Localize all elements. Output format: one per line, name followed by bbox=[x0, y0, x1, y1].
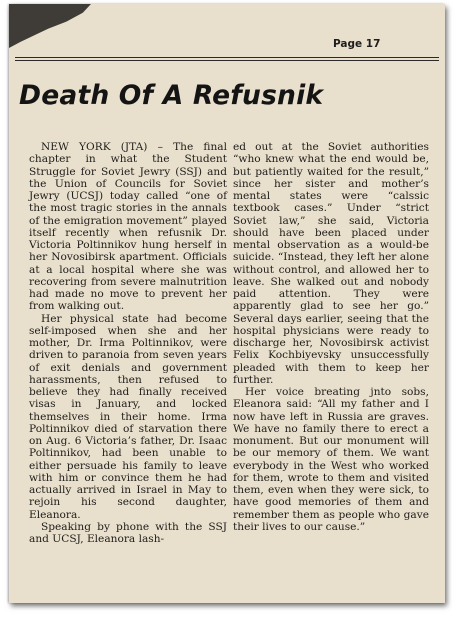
article-column-right bbox=[233, 141, 429, 533]
newspaper-clipping bbox=[9, 4, 445, 603]
paragraph: ed out at the Soviet authorities “who knew what the end would be, but patiently waited for the result,” since her sister and mother’s mental states were “calssic textbook cases.” Under “strict Soviet law,” she said, Victoria should have been placed under mental observation as a would-be suicide. “Instead, they left her alone without control, and allowed her to leave. She walked out and nobody paid attention. They were apparently glad to see her go.” Several days earlier, seeing that the hospital physicians were ready to discharge her, Novosibirsk activist Felix Kochbiyevsky unsuccessfully pleaded with them to keep her further. bbox=[233, 141, 429, 386]
page-number: Page 17 bbox=[333, 38, 381, 50]
article-column-left bbox=[29, 141, 227, 545]
paragraph: Her voice breating jnto sobs, Eleanora said: “All my father and I now have left in Russia are graves. We have no family there to erect a monument. But our monument will be our memory of them. We want everybody in the West who worked for them, wrote to them and visited them, even when they were sick, to have good memories of them and remember them as people who gave their lives to our cause.” bbox=[233, 386, 429, 533]
torn-corner bbox=[9, 4, 91, 48]
article-headline: Death Of A Refusnik bbox=[19, 80, 324, 111]
paragraph: Her physical state had become self-imposed when she and her mother, Dr. Irma Poltinnikov, were driven to paranoia from seven years of exit denials and government harassments, then refused to believe they had finally received visas in January, and locked themselves in their home. Irma Poltinnikov died of starvation there on Aug. 6 Victoria’s father, Dr. Isaac Poltinnikov, had been unable to either persuade his family to leave with him or convince them he had actually arrived in Israel in May to rejoin his second daughter, Eleanora. bbox=[29, 312, 227, 521]
header-rule bbox=[15, 57, 439, 58]
header-rule bbox=[15, 60, 439, 61]
paragraph: Speaking by phone with the SSJ and UCSJ, Eleanora lash- bbox=[29, 520, 227, 545]
paragraph: NEW YORK (JTA) – The final chapter in what the Student Struggle for Soviet Jewry (SSJ) and the Union of Councils for Soviet Jewry (UCSJ) today called “one of the most tragic stories in the annals of the emigration movement” played itself recently when refusnik Dr. Victoria Poltinnikov hung herself in her Novosibirsk apartment. Officials at a local hospital where she was recovering from severe malnutrition had made no move to prevent her from walking out. bbox=[29, 141, 227, 313]
